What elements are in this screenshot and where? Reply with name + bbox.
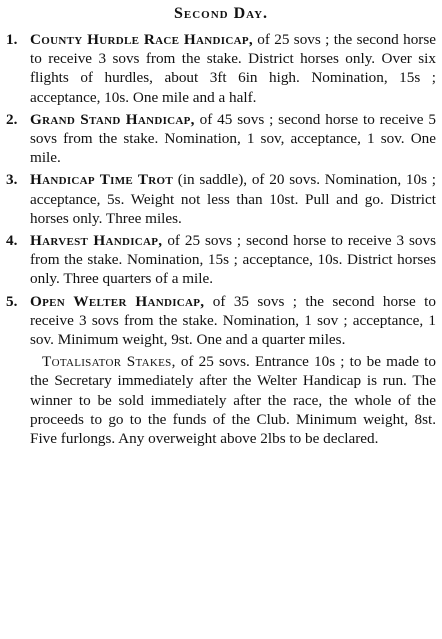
race-conditions: of 35 sovs ; the second horse to receive 3 sovs from the stake. Nomination, 1 sov ; acceptance, 1 sov. Minimum weight, 9st. One and a quarter miles. (30, 292, 436, 349)
race-conditions: of 25 sovs ; the second horse to receive 3 sovs from the stake. District horses only. Over six flights of hurdles, about 3ft 6in high. Nomination, 15s ; acceptance, 10s. One mile and a half. (30, 31, 436, 106)
race-entry-1 (6, 30, 436, 107)
race-entry-4 (6, 231, 436, 289)
race-number: 2. (6, 110, 18, 128)
race-title: County Hurdle Race Handicap, (30, 31, 253, 48)
race-number: 5. (6, 292, 18, 310)
race-number: 4. (6, 232, 18, 250)
race-title: Harvest Handicap, (30, 232, 163, 250)
race-entry-5 (6, 292, 436, 350)
race-title: Handicap Time Trot (30, 171, 174, 189)
race-entry-2 (6, 110, 436, 168)
race-conditions: of 45 sovs ; second horse to receive 5 sovs from the stake. Nomination, 1 sov, acceptance, 1 sov. One mile. (30, 110, 436, 167)
race-conditions: (in saddle), of 20 sovs. Nomination, 10s ; acceptance, 5s. Weight not less than 10st. Pull and go. District horses only. Three miles. (30, 171, 436, 227)
race-conditions: of 25 sovs ; second horse to receive 3 sovs from the stake. Nomination, 15s ; acceptance, 10s. District horses only. Three quarters of a mile. (30, 232, 436, 288)
race-title: Grand Stand Handicap, (30, 110, 195, 128)
race-title: Open Welter Handicap, (30, 292, 205, 310)
section-heading: Second Day. (173, 5, 269, 22)
totalisator-stakes (6, 352, 436, 448)
race-entry-3 (6, 170, 436, 228)
race-number: 1. (6, 31, 18, 48)
race-number: 3. (6, 171, 18, 189)
totalisator-title: Totalisator Stakes, (42, 353, 176, 371)
totalisator-conditions: of 25 sovs. Entrance 10s ; to be made to the Secretary immediately after the Welter Handicap is run. The winner to be sold immediately after the race, the whole of the proceeds to go to the funds of the Club. Minimum weight, 8st. Five furlongs. Any overweight above 2lbs to be declared. (30, 353, 436, 448)
